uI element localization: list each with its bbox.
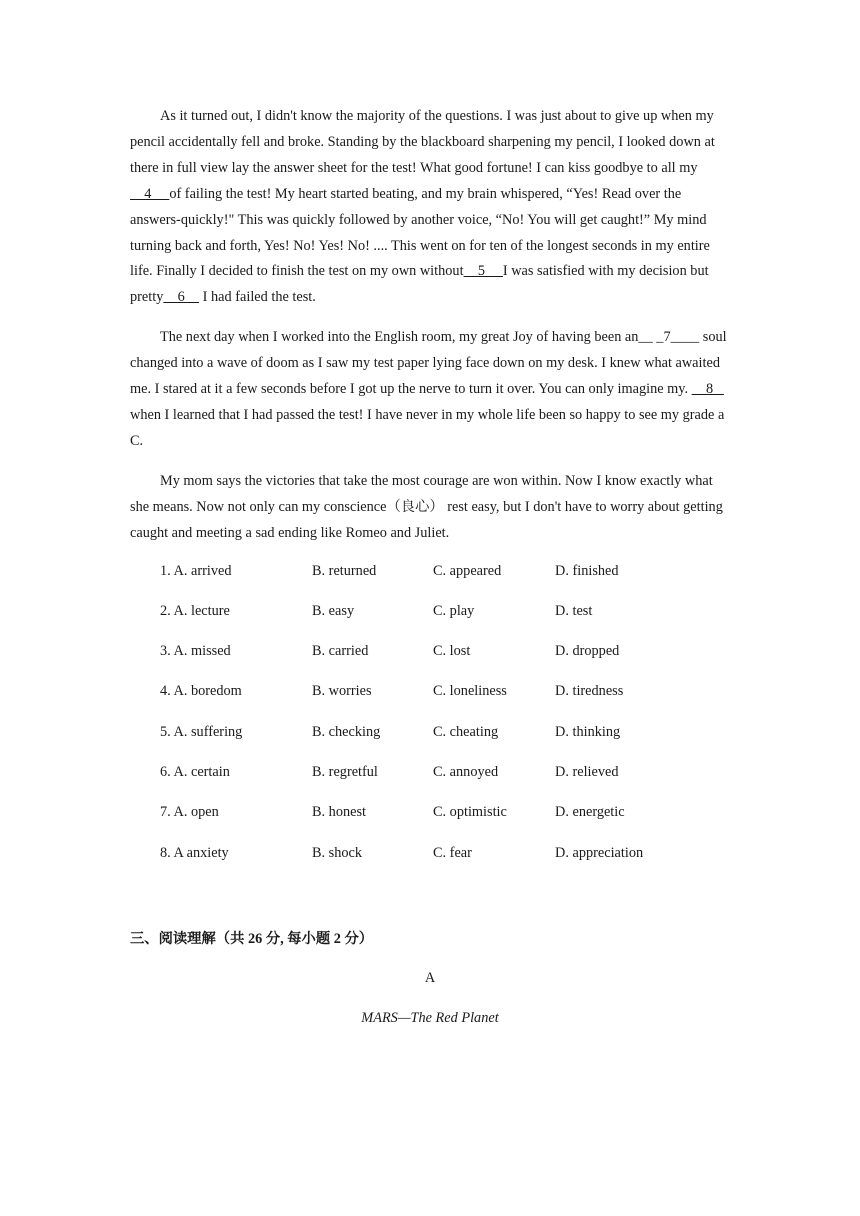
option: D. tiredness (555, 683, 624, 700)
blank-6: 6 (163, 289, 200, 306)
question-options (130, 681, 730, 721)
option: 5. A. suffering (160, 723, 243, 740)
option: D. thinking (555, 723, 621, 740)
paragraph-1 (130, 104, 730, 311)
question-options (130, 601, 730, 641)
option: 7. A. open (160, 804, 219, 821)
option: B. returned (312, 562, 377, 579)
question-options (130, 802, 730, 842)
option: C. appeared (433, 562, 502, 579)
question-options (130, 561, 730, 601)
paragraph-text: when I learned that I had passed the test! I have never in my whole life been so happy to see my grade a C. (130, 406, 725, 449)
paragraph-text: The next day when I worked into the English room, my great Joy of having been an__ _7____ soul changed into a wave of doom as I saw my test paper lying face down on my desk. I knew what awaited me. I stared at it a few seconds before I got up the nerve to turn it over. You can only imagine my. (130, 329, 727, 398)
option: B. worries (312, 683, 372, 700)
option: 4. A. boredom (160, 683, 242, 700)
blank-8: 8 (691, 381, 724, 398)
option: D. test (555, 602, 593, 619)
options-list (130, 561, 730, 883)
option: D. appreciation (555, 844, 644, 861)
option: 3. A. missed (160, 643, 231, 660)
paragraph-3: My mom says the victories that take the most courage are won within. Now I know exactly what she means. Now not only can my conscience（良心） rest easy, but I don't have to worry about getting caught and meeting a sad ending like Romeo and Juliet. (130, 472, 723, 541)
option: B. checking (312, 723, 381, 740)
option: 1. A. arrived (160, 562, 232, 579)
blank-4: 4 (130, 185, 170, 202)
option: D. relieved (555, 763, 619, 780)
option: C. annoyed (433, 763, 499, 780)
option: C. lost (433, 643, 471, 660)
option: B. carried (312, 643, 369, 660)
option: 8. A anxiety (160, 844, 229, 861)
paragraph-text: I was satisfied with my decision but pretty (130, 263, 709, 306)
option: D. finished (555, 562, 619, 579)
option: B. easy (312, 602, 355, 619)
option: C. cheating (433, 723, 499, 740)
option: D. energetic (555, 804, 625, 821)
option: C. fear (433, 844, 472, 861)
option: B. shock (312, 844, 363, 861)
option: C. loneliness (433, 683, 507, 700)
section-heading: 三、阅读理解（共 26 分, 每小题 2 分） (130, 931, 374, 947)
paragraph-text: of failing the test! My heart started beating, and my brain whispered, “Yes! Read over the answers-quickly!" This was quickly followed by another voice, “No! You will get caught!” My mind turning back and forth, Yes! No! Yes! No! .... This went on for ten of the longest seconds in my entire life. Finally I decided to finish the test on my own without (130, 185, 710, 280)
question-options (130, 843, 730, 883)
blank-5: 5 (463, 263, 503, 280)
passage-title: MARS—The Red Planet (361, 1010, 499, 1026)
paragraph-2 (130, 325, 730, 455)
option: D. dropped (555, 643, 620, 660)
option: 2. A. lecture (160, 602, 230, 619)
option: C. play (433, 602, 475, 619)
option: B. regretful (312, 763, 378, 780)
question-options (130, 641, 730, 681)
option: C. optimistic (433, 804, 507, 821)
reading-passage (130, 104, 730, 883)
option: 6. A. certain (160, 763, 230, 780)
question-options (130, 722, 730, 762)
paragraph-text: I had failed the test. (199, 289, 316, 306)
option: B. honest (312, 804, 367, 821)
question-options (130, 762, 730, 802)
part-label: A (424, 970, 436, 986)
paragraph-text: As it turned out, I didn't know the majority of the questions. I was just about to give up when my pencil accidentally fell and broke. Standing by the blackboard sharpening my pencil, I looked down at there in full view lay the answer sheet for the test! What good fortune! I can kiss goodbye to all my (130, 108, 715, 176)
